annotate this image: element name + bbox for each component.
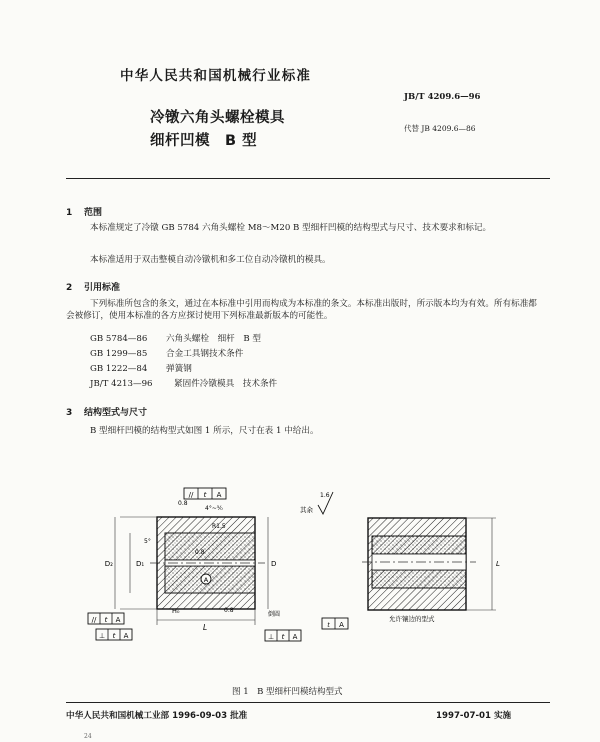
label-l: L	[203, 623, 208, 632]
tol-datum: A	[123, 632, 129, 640]
reference-code: GB 1222—84	[90, 364, 148, 374]
label-top-angle: 4°~⁵⁄₀	[205, 505, 223, 512]
tol-value: t	[112, 632, 116, 640]
label-bevel-note: 倒圆	[268, 611, 281, 618]
footer-rule	[66, 702, 550, 703]
reference-code: GB 1299—85	[90, 349, 148, 359]
tol-value: t	[203, 491, 207, 499]
standard-number: JB/T 4209.6—96	[404, 92, 481, 102]
section-title: 结构型式与尺寸	[84, 408, 148, 418]
section-3-paragraph-1: B 型细杆凹模的结构型式如图 1 所示，尺寸在表 1 中给出。	[90, 426, 319, 436]
section-number: 3	[66, 408, 73, 418]
section-1-paragraph-1: 本标准规定了冷镦 GB 5784 六角头螺栓 M8～M20 B 型细杆凹模的结构型式与尺寸、技术要求和标记。	[90, 223, 492, 233]
tol-datum: A	[115, 616, 121, 624]
tol-value: t	[327, 621, 330, 629]
label-l-alt: L	[496, 560, 500, 568]
tol-datum: A	[292, 633, 298, 641]
label-chamfer-angle: 5°	[144, 538, 151, 545]
tol-symbol: //	[91, 616, 97, 624]
label-bottom-roughness: 0.8	[224, 607, 234, 614]
general-roughness-mark	[300, 492, 333, 514]
section-number: 2	[66, 283, 73, 293]
rest-roughness-word: 其余	[300, 506, 313, 514]
document-title-line-2: 细杆凹模 B 型	[150, 133, 258, 149]
tol-symbol: ⊥	[98, 632, 106, 640]
label-h0: H₀	[172, 607, 180, 615]
reference-code: JB/T 4213—96	[90, 379, 153, 389]
page-number: 24	[84, 733, 92, 740]
label-top-roughness: 0.8	[178, 500, 188, 507]
section-1-paragraph-2: 本标准适用于双击整模自动冷镦机和多工位自动冷镦机的模具。	[90, 255, 331, 265]
insert-lower-alt	[372, 570, 466, 588]
alt-view-caption: 允许镶边的型式	[389, 615, 435, 623]
die-alternative-view	[362, 518, 500, 623]
rest-roughness-value: 1.6	[320, 492, 330, 499]
tol-symbol: ⊥	[267, 633, 275, 641]
insert-upper	[165, 533, 255, 560]
label-radius: R1.5	[212, 523, 226, 530]
section-number: 1	[66, 208, 73, 218]
reference-title: 六角头螺栓 细杆 B 型	[166, 334, 261, 344]
insert-upper-alt	[372, 536, 466, 554]
tol-datum: A	[216, 491, 222, 499]
tol-value: t	[104, 616, 108, 624]
section-title: 引用标准	[84, 283, 121, 293]
label-d2: D₂	[104, 560, 113, 568]
reference-title: 弹簧钢	[166, 364, 192, 374]
figure-caption: 图 1 B 型细杆凹模结构型式	[232, 687, 343, 697]
effective-date: 1997-07-01 实施	[436, 711, 512, 721]
reference-code: GB 5784—86	[90, 334, 148, 344]
label-d: D	[271, 560, 277, 568]
tol-symbol: //	[188, 491, 194, 499]
tol-value: t	[281, 633, 285, 641]
reference-title: 紧固件冷镦模具 技术条件	[174, 379, 278, 389]
label-bore-roughness: 0.8	[195, 549, 205, 556]
reference-title: 合金工具钢技术条件	[166, 349, 244, 359]
replaces-standard: 代替 JB 4209.6—86	[404, 124, 476, 133]
issuing-authority: 中华人民共和国机械行业标准	[120, 68, 312, 84]
section-title: 范围	[84, 208, 103, 218]
tol-datum: A	[339, 621, 344, 629]
approval-line: 中华人民共和国机械工业部 1996-09-03 批准	[66, 711, 248, 721]
section-2-paragraph-1: 下列标准所包含的条文，通过在本标准中引用而构成为本标准的条文。本标准出版时，所示版本均为有效。所有标准都会被修订，使用本标准的各方应探讨使用下列标准最新版本的可能性。	[66, 299, 537, 321]
document-title-line-1: 冷镦六角头螺栓模具	[150, 110, 285, 126]
label-d1: D₁	[136, 560, 145, 568]
datum-circle-label: A	[203, 576, 209, 584]
